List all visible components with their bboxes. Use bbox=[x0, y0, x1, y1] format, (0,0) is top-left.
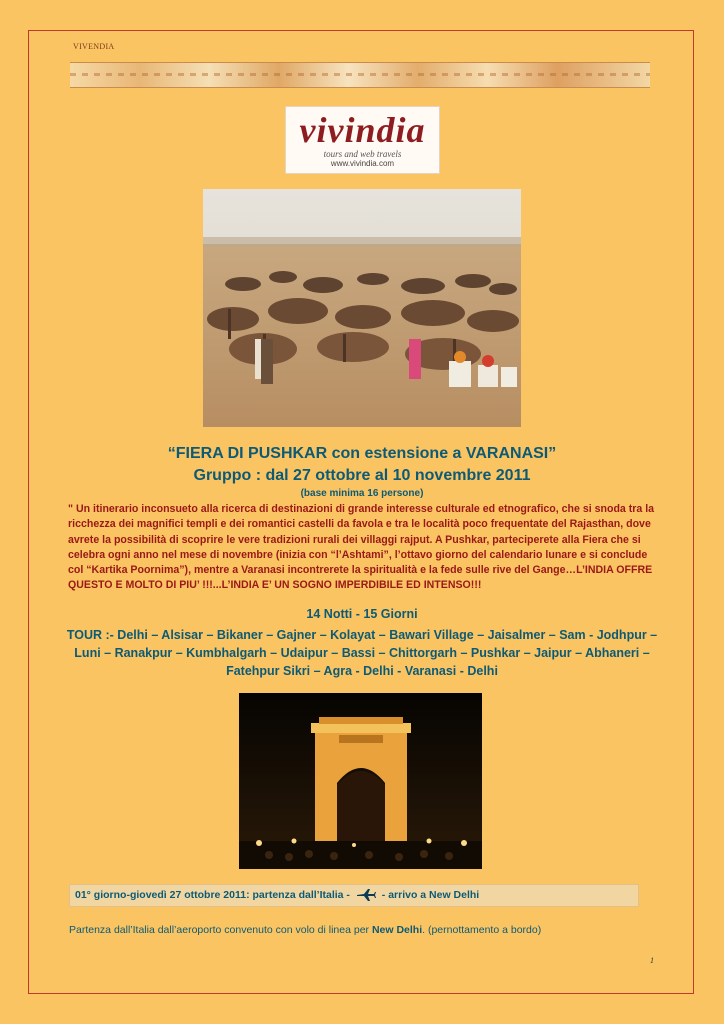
minimum-group-note: (base minima 16 persone) bbox=[300, 488, 424, 499]
pushkar-camel-fair-photo bbox=[203, 189, 521, 427]
vivindia-logo bbox=[285, 106, 440, 174]
tour-dates: Gruppo : dal 27 ottobre al 10 novembre 2011 bbox=[193, 467, 531, 484]
tour-duration: 14 Notti - 15 Giorni bbox=[306, 607, 418, 621]
day-1-heading-start: 01° giorno-giovedì 27 ottobre 2011: partenza dall’Italia - bbox=[75, 889, 350, 901]
day-1-description bbox=[69, 924, 541, 936]
logo-brand: vivindia bbox=[299, 110, 426, 150]
logo-website: www.vivindia.com bbox=[330, 159, 395, 168]
day-1-desc-note: . (pernottamento a bordo) bbox=[422, 924, 542, 936]
day-1-heading bbox=[69, 884, 639, 907]
day-1-desc-text: Partenza dall’Italia dall’aeroporto convenuto con volo di linea per bbox=[69, 924, 372, 936]
tour-itinerary: TOUR :- Delhi – Alsisar – Bikaner – Gajner – Kolayat – Bawari Village – Jaisalmer – Sam - Jodhpur – Luni – Ranakpur – Kumbhalgarh – Udaipur – Bassi – Chittorgarh – Pushkar – Jaipur – Abhaneri – Fatehpur Sikri – Agra - Delhi - Varanasi - Delhi bbox=[66, 628, 658, 678]
logo-tagline: tours and web travels bbox=[323, 149, 402, 159]
day-1-desc-destination: New Delhi bbox=[371, 924, 423, 936]
running-header: VIVENDIA bbox=[73, 42, 115, 51]
decorative-header-band bbox=[70, 62, 650, 88]
tour-title: “FIERA DI PUSHKAR con estensione a VARANASI” bbox=[167, 445, 557, 462]
page-number: 1 bbox=[650, 956, 654, 965]
intro-paragraph: " Un itinerario inconsueto alla ricerca di destinazioni di grande interesse culturale ed etnografico, che si snoda tra la ricchezza dei magnifici templi e dei romantici castelli da favola e tra le località poco frequentate del Rajasthan, dove avrete la possibilità di scoprire le vere tradizioni rurali dei villaggi rajput. A Pushkar, parteciperete alla Fiera che si celebra ogni anno nel mese di novembre (inizia con “l’Ashtami”, l’ottavo giorno del calendario lunare e si conclude col “Kartika Poornima”), mentre a Varanasi incontrerete la spiritualità e la fede sulle rive del Gange…L’INDIA OFFRE QUESTO E MOLTO DI PIU’ !!!...L’INDIA E’ UN SOGNO IMPERDIBILE ED INTENSO!!! bbox=[68, 503, 655, 592]
india-gate-night-photo bbox=[239, 693, 482, 869]
day-1-heading-end: - arrivo a New Delhi bbox=[381, 889, 480, 901]
airplane-icon bbox=[356, 889, 376, 901]
